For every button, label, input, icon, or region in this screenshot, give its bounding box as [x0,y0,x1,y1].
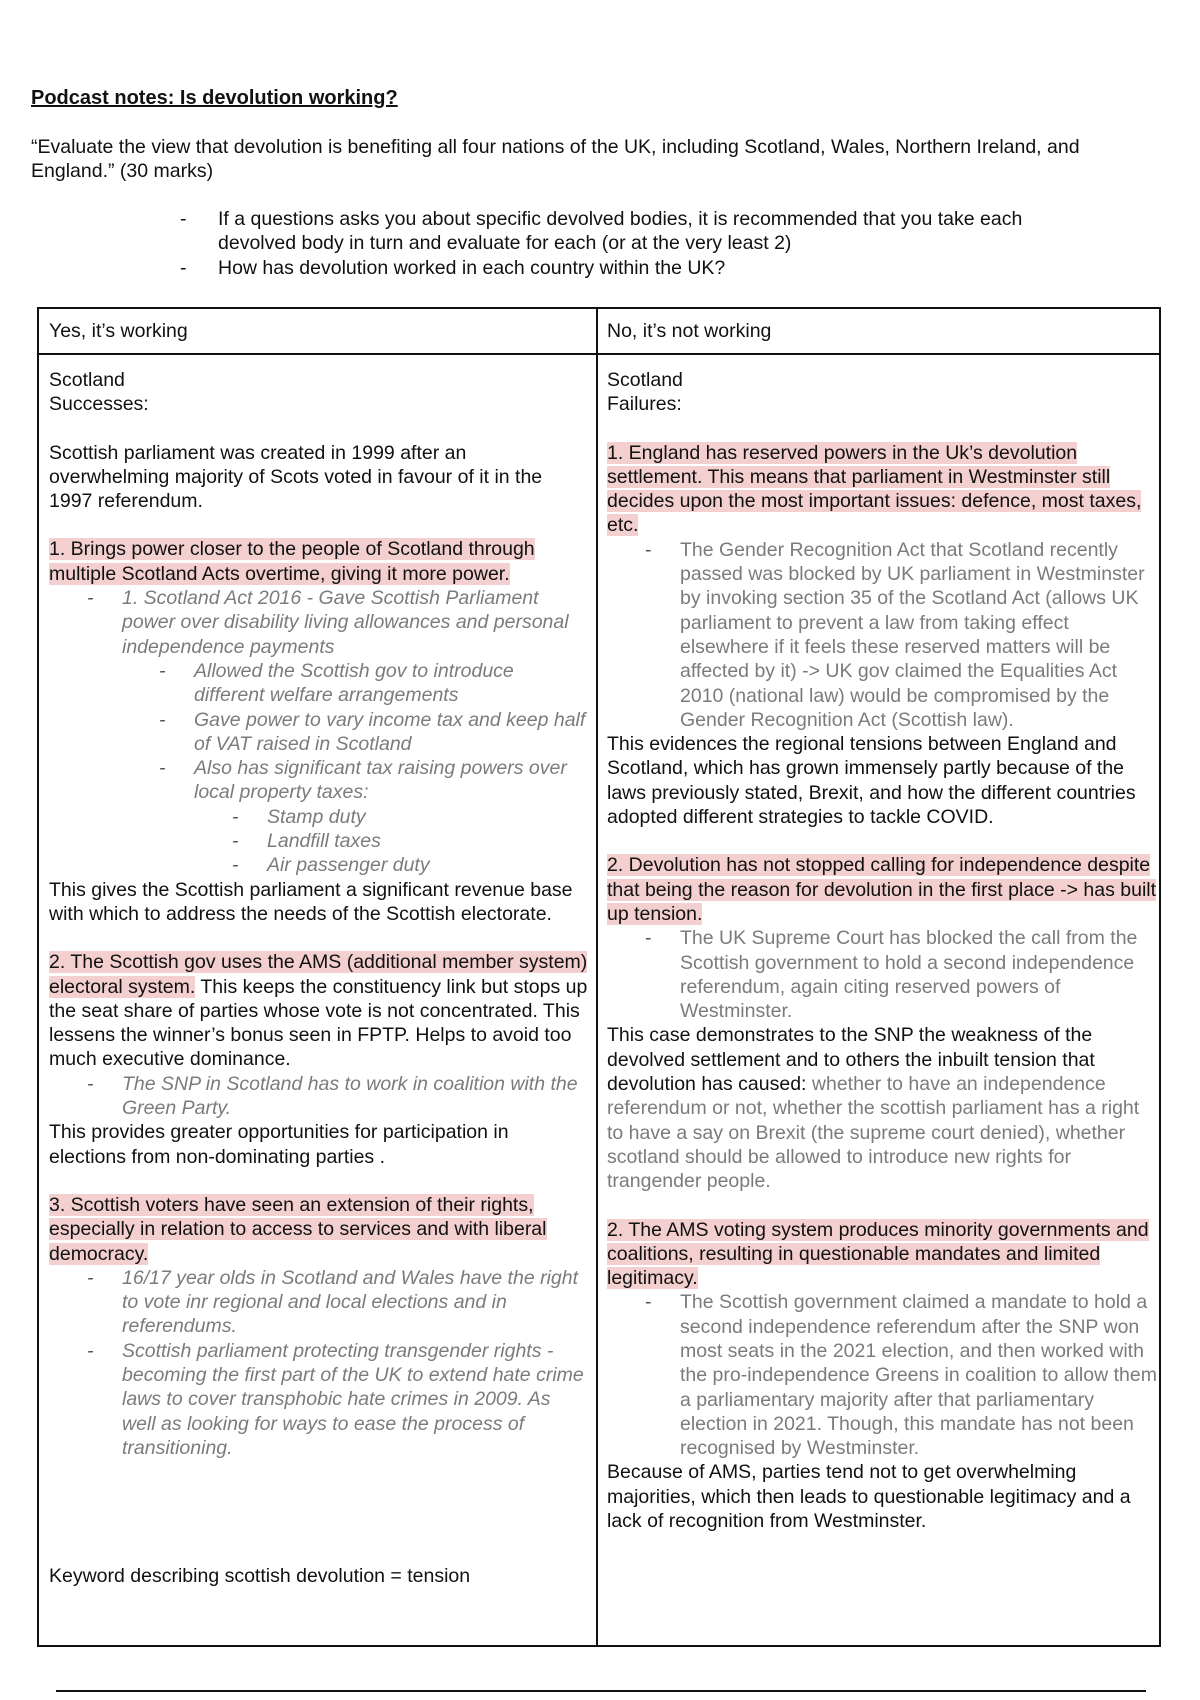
header-yes-working: Yes, it’s working [49,320,188,342]
page-title: Podcast notes: Is devolution working? [31,87,398,109]
essay-question: “Evaluate the view that devolution is benefiting all four nations of the UK, including Scotland, Wales, Northern Ireland, and England.” (30 marks) [31,136,1080,183]
tax-item: - Stamp duty [49,805,589,829]
failure-point-1-heading: 1. England has reserved powers in the Uk’s devolution settlement. This means that parliament in Westminster still decides upon the most important issues: defence, most taxes, etc. [607,441,1142,537]
header-not-working: No, it’s not working [607,320,772,342]
success-point-1-subdetail: - Gave power to vary income tax and keep half of VAT raised in Scotland [49,708,589,757]
intro-bullet-list [180,207,1100,280]
failure-point-1-detail: - The Gender Recognition Act that Scotland recently passed was blocked by UK parliament in Westminster by invoking section 35 of the Scotland Act (allows UK parliament to prevent a law from taking effect elsewhere if it feels these reserved matters will be affected by it) -> UK gov claimed the Equalities Act 2010 (national law) would be compromised by the Gender Recognition Act (Scottish law). [607,538,1157,732]
failure-point-2-conclusion [607,1023,1157,1193]
success-point-3-detail: - 16/17 year olds in Scotland and Wales have the right to vote inr regional and local elections and in referendums. [49,1266,589,1339]
success-point-2-detail: - The SNP in Scotland has to work in coalition with the Green Party. [49,1072,589,1121]
success-point-2 [49,950,589,1071]
success-point-1-conclusion: This gives the Scottish parliament a significant revenue base with which to address the needs of the Scottish electorate. [49,878,573,925]
section-label: Failures: [607,393,682,416]
success-point-3-detail: - Scottish parliament protecting transgender rights - becoming the first part of the UK to extend hate crime laws to cover transphobic hate crimes in 2009. As well as looking for ways to ease the process of transitioning. [49,1339,589,1460]
success-point-2-heading: 2. The Scottish gov uses the AMS (additional member system) electoral system. [49,951,588,998]
page-bottom-rule [56,1690,1146,1692]
keyword-line: Keyword describing scottish devolution = tension [49,1565,471,1587]
success-point-3 [49,1193,589,1266]
failure-point-2 [607,853,1157,926]
success-point-1-subdetail: - Allowed the Scottish gov to introduce different welfare arrangements [49,659,589,708]
success-point-2-text: This keeps the constituency link but stops up the seat share of parties whose vote is not concentrated. This lessens the winner’s bonus seen in FPTP. Helps to avoid too much executive dominance. [49,975,588,1071]
country-label: Scotland [49,369,125,391]
failure-point-3-detail: - The Scottish government claimed a mandate to hold a second independence referendum after the SNP won most seats in the 2021 election, and then worked with the pro-independence Greens in coalition to allow them a parliamentary majority after that parliamentary election in 2021. Though, this mandate has not been recognised by Westminster. [607,1290,1157,1460]
success-point-1 [49,537,589,586]
intro-bullet: - How has devolution worked in each country within the UK? [180,256,1100,280]
failure-point-3-conclusion: Because of AMS, parties tend not to get overwhelming majorities, which then leads to questionable legitimacy and a lack of recognition from Westminster. [607,1461,1131,1533]
section-label: Successes: [49,393,149,416]
header-row-divider [39,353,1159,355]
notes-table [37,307,1161,1647]
failure-point-1 [607,441,1157,538]
failure-point-3 [607,1218,1157,1291]
failure-point-2-conclusion-examples: whether to have an independence referendum or not, whether the scottish parliament has a right to have a say on Brexit (the supreme court denied), whether scotland should be allowed to introduce new rights for trangender people. [607,1073,1140,1193]
successes-column [49,368,589,1460]
success-point-1-heading: 1. Brings power closer to the people of Scotland through multiple Scotland Acts overtime, giving it more power. [49,538,535,585]
success-point-3-heading: 3. Scottish voters have seen an extension of their rights, especially in relation to access to services and with liberal democracy. [49,1193,547,1265]
failure-point-2-heading: 2. Devolution has not stopped calling for independence despite that being the reason for devolution in the first place -> has built up tension. [607,854,1157,925]
failure-point-3-heading: 2. The AMS voting system produces minority governments and coalitions, resulting in questionable mandates and limited legitimacy. [607,1218,1149,1290]
failure-point-2-conclusion-main: This case demonstrates to the SNP the weakness of the devolved settlement and to others the inbuilt tension that devolution has caused: [607,1024,1095,1096]
success-point-1-subdetail: - Also has significant tax raising powers over local property taxes: [49,756,589,805]
failures-column [607,368,1157,1533]
tax-item: - Landfill taxes [49,829,589,853]
success-point-1-detail: - 1. Scotland Act 2016 - Gave Scottish Parliament power over disability living allowances and personal independence payments [49,586,589,659]
success-point-2-conclusion: This provides greater opportunities for participation in elections from non-dominating parties . [49,1121,509,1168]
failure-point-1-conclusion: This evidences the regional tensions between England and Scotland, which has grown immensely partly because of the laws previously stated, Brexit, and how the different countries adopted different strategies to tackle COVID. [607,733,1136,829]
country-label: Scotland [607,369,683,391]
column-divider [596,309,598,1645]
failure-point-2-detail: - The UK Supreme Court has blocked the call from the Scottish government to hold a second independence referendum, again citing reserved powers of Westminster. [607,926,1157,1023]
intro-bullet: - If a questions asks you about specific devolved bodies, it is recommended that you take each devolved body in turn and evaluate for each (or at the very least 2) [180,207,1100,256]
scotland-intro: Scottish parliament was created in 1999 after an overwhelming majority of Scots voted in favour of it in the 1997 referendum. [49,441,543,513]
tax-item: - Air passenger duty [49,853,589,877]
